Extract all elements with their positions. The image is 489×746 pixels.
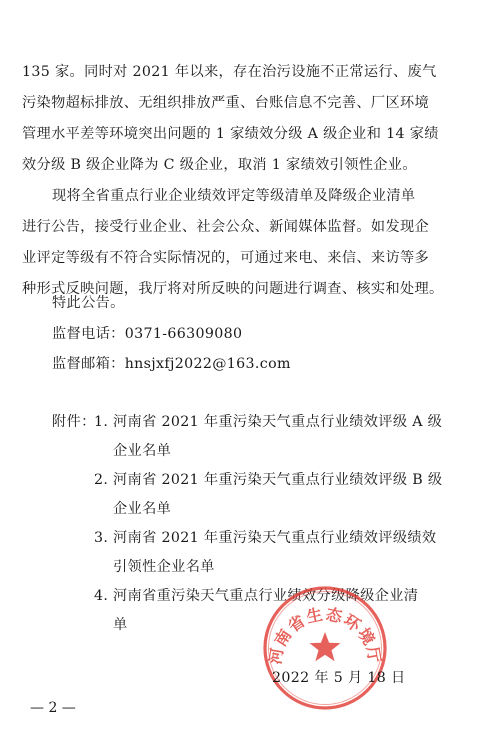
para1-line-1: 135 家。同时对 2021 年以来，存在治污设施不正常运行、废气 (22, 64, 437, 80)
attachment-4-line-2: 单 (113, 617, 128, 633)
attachments-label: 附件： (52, 414, 96, 430)
seal-text (265, 604, 384, 665)
attachment-3-number: 3. (94, 530, 109, 546)
attachment-2-number: 2. (94, 472, 109, 488)
attachment-4-line-1: 河南省重污染天气重点行业绩效分级降级企业清 (113, 588, 419, 604)
seal-star-icon (310, 632, 341, 661)
para1-line-3: 管理水平差等环境突出问题的 1 家绩效分级 A 级企业和 14 家绩 (22, 126, 439, 142)
attachment-3-line-1: 河南省 2021 年重污染天气重点行业绩效评级绩效 (113, 530, 437, 546)
issue-date: 2022 年 5 月 18 日 (272, 670, 406, 686)
page-number: — 2 — (30, 700, 76, 716)
para2-line-1: 现将全省重点行业企业绩效评定等级清单及降级企业清单 (52, 188, 416, 204)
attachment-1-line-2: 企业名单 (113, 443, 172, 459)
para1-line-2: 污染物超标排放、无组织排放严重、台账信息不完善、厂区环境 (22, 95, 430, 111)
notice-text: 特此公告。 (52, 295, 125, 311)
para2-line-3: 业评定等级有不符合实际情况的，可通过来电、来信、来访等多 (22, 250, 430, 266)
email-line: 监督邮箱：hnsjxfj2022@163.com (52, 356, 291, 372)
para2-line-2: 进行公告，接受行业企业、社会公众、新闻媒体监督。如发现企 (22, 219, 430, 235)
attachment-1-number: 1. (94, 414, 109, 430)
attachment-2-line-1: 河南省 2021 年重污染天气重点行业绩效评级 B 级 (113, 472, 443, 488)
para2-line-4: 种形式反映问题，我厅将对所反映的问题进行调查、核实和处理。 (22, 281, 444, 297)
attachment-4-number: 4. (94, 588, 109, 604)
attachment-3-line-2: 引领性企业名单 (113, 559, 215, 575)
para1-line-4: 效分级 B 级企业降为 C 级企业，取消 1 家绩效引领性企业。 (22, 157, 417, 173)
seal-text-path: 河南省生态环境厅 (265, 604, 385, 666)
attachment-1-line-1: 河南省 2021 年重污染天气重点行业绩效评级 A 级 (113, 414, 443, 430)
seal-outer-ring (265, 588, 385, 708)
attachment-2-line-2: 企业名单 (113, 501, 172, 517)
phone-line: 监督电话：0371-66309080 (52, 326, 243, 342)
